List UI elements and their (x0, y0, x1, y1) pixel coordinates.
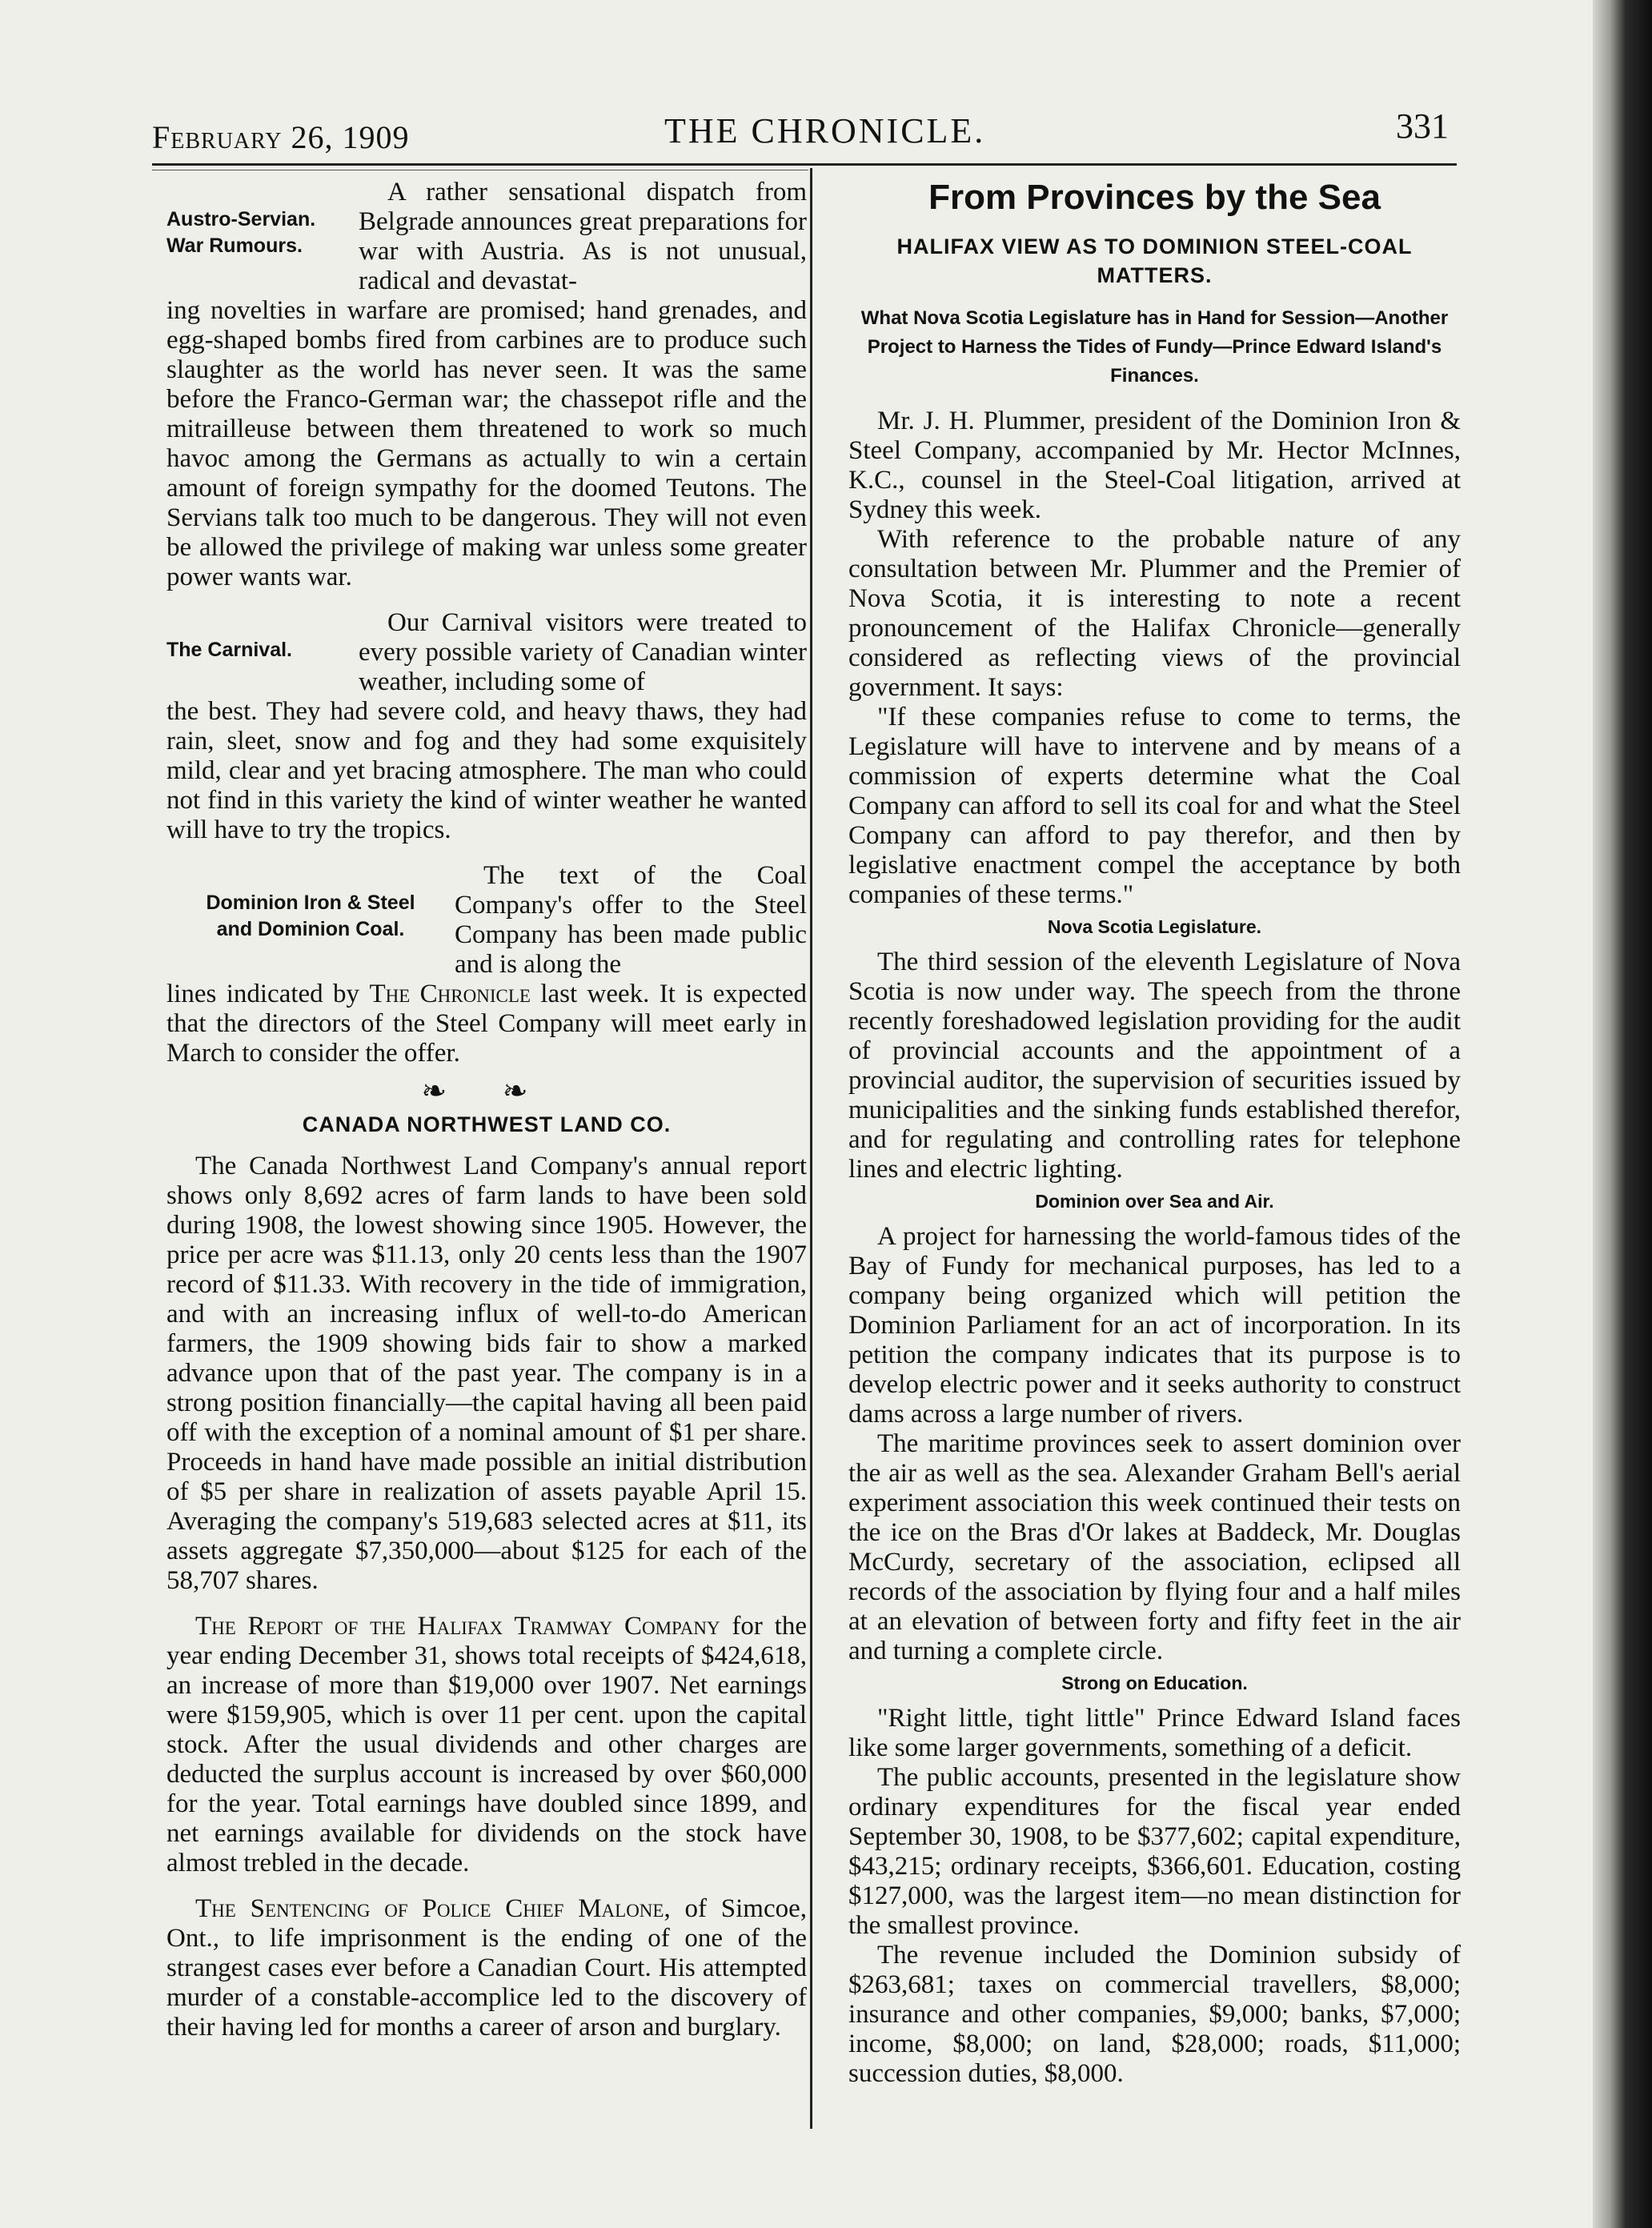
sidehead-line: Austro-Servian. (166, 208, 316, 230)
text-run: lines indicated by (166, 980, 370, 1008)
paragraph: The revenue included the Dominion subsidy of $263,681; taxes on commercial travellers, $8,000; insurance and other companies, $9,000; banks, $7,000; income, $8,000; on land, $28,000; roads, $11,000; succession duties, $8,000. (848, 1941, 1461, 2088)
header-title: THE CHRONICLE. (664, 111, 986, 150)
text-run-smallcaps: The Sentencing of Police Chief Malone, (195, 1894, 671, 1923)
section-heading-northwest: CANADA NORTHWEST LAND CO. (302, 1112, 672, 1136)
column-divider (810, 168, 812, 2129)
article-body: the best. They had severe cold, and heavy thaws, they had rain, sleet, snow and fog and they had some exquisitely mild, clear and yet bracing atmosphere. The man who could not find in this variety the kind of winter weather he wanted will have to try the tropics. (166, 697, 807, 844)
article-lead: Our Carnival visitors were treated to every possible variety of Canadian winter weather, including some of (359, 608, 807, 696)
subheading-education: Strong on Education. (1061, 1673, 1248, 1693)
book-spine (1593, 0, 1652, 2228)
article-body: ing novelties in warfare are promised; hand grenades, and egg-shaped bombs fired from carbines are to produce such slaughter as the world has never seen. It was the same before the Franco-German war; the chassepot rifle and the mitrailleuse between them threatened to work so much havoc among the Germans as actually to win a certain amount of foreign sympathy for the doomed Teutons. The Servians talk too much to be dangerous. They will not even be allowed the privilege of making war unless some greater power wants war. (166, 296, 807, 591)
paragraph: "Right little, tight little" Prince Edward Island faces like some larger governments, something of a deficit. (848, 1704, 1461, 1762)
left-column (166, 178, 807, 2042)
article-dominion-coal (166, 861, 807, 980)
paragraph: The maritime provinces seek to assert dominion over the air as well as the sea. Alexander Graham Bell's aerial experiment association this week continued their tests on the ice on the Bras d'Or lakes at Baddeck, Mr. Douglas McCurdy, secretary of the association, eclipsed all records of the association by flying four and a half miles at an elevation of between forty and fifty feet in the air and turning a complete circle. (848, 1429, 1461, 1665)
paragraph: A project for harnessing the world-famous tides of the Bay of Fundy for mechanical purposes, has led to a company being organized which will petition the Dominion Parliament for an act of incorporation. In its petition the company indicates that its purpose is to develop electric power and it seeks authority to construct dams across a large number of rivers. (848, 1222, 1461, 1429)
sidehead-dominion-coal (166, 861, 455, 943)
text-run-smallcaps: The Chronicle (369, 980, 531, 1008)
right-column (848, 178, 1461, 2089)
sidehead-line: and Dominion Coal. (216, 918, 405, 940)
article-carnival (166, 608, 807, 697)
header-page-number: 331 (1396, 106, 1449, 146)
sidehead-line: Dominion Iron & Steel (206, 892, 415, 914)
header-rule (152, 163, 1457, 166)
page-header (120, 106, 1449, 158)
sidehead-line: War Rumours. (166, 234, 303, 257)
paragraph: The public accounts, presented in the legislature show ordinary expenditures for the fiscal year ended September 30, 1908, to be $377,602; capital expenditure, $43,215; ordinary receipts, $366,601. Education, costing $127,000, was the largest item—no mean distinction for the smallest province. (848, 1763, 1461, 1940)
header-date: February 26, 1909 (152, 119, 410, 155)
paragraph: "If these companies refuse to come to terms, the Legislature will have to intervene and by means of a commission of experts determine what the Coal Company can afford to sell its coal for and what the Steel Company can afford to pay therefor, and then by legislative enactment compel the acceptance by both companies of these terms." (848, 703, 1461, 909)
article-deck: What Nova Scotia Legislature has in Hand for Session—Another Project to Harness the Tides of Fundy—Prince Edward Island's Finances. (860, 307, 1449, 387)
sidehead-line: The Carnival. (166, 639, 292, 661)
main-heading: From Provinces by the Sea (928, 178, 1381, 217)
article-malone (166, 1894, 807, 2042)
article-austro-servian (166, 178, 807, 296)
text-run: of Simcoe, Ont., to life imprisonment is the ending of one of the strangest cases ever before a Canadian Court. His attempted murder of a constable-accomplice led to the discovery of their having led for months a career of arson and burglary. (166, 1894, 807, 2042)
article-tramway (166, 1612, 807, 1878)
sidehead-carnival (166, 608, 359, 663)
paragraph: With reference to the probable nature of any consultation between Mr. Plummer and the Premier of Nova Scotia, it is interesting to note a recent pronouncement of the Halifax Chronicle—generally considered as reflecting views of the provincial government. It says: (848, 525, 1461, 702)
sub-heading: HALIFAX VIEW AS TO DOMINION STEEL-COAL MATTERS. (896, 234, 1413, 287)
article-body (166, 980, 807, 1068)
text-run: for the year ending December 31, shows total receipts of $424,618, an increase of more than $19,000 over 1907. Net earnings were $159,905, which is over 11 per cent. upon the capital stock. After the usual dividends and other charges are deducted the surplus account is increased by over $60,000 for the year. Total earnings have doubled since 1899, and net earnings available for dividends on the stock have almost trebled in the decade. (166, 1612, 807, 1877)
text-run: last week. It is expected that the directors of the Steel Company will meet early in March to consider the offer. (166, 980, 807, 1068)
text-run-smallcaps: The Report of the Halifax Tramway Company (195, 1612, 720, 1641)
subheading-nova-scotia: Nova Scotia Legislature. (1047, 916, 1262, 937)
fleuron-ornament: ❧ ❧ (421, 1075, 552, 1108)
article-lead: The text of the Coal Company's offer to the Steel Company has been made public and is along the (455, 861, 807, 979)
paragraph: The third session of the eleventh Legislature of Nova Scotia is now under way. The speech from the throne recently foreshadowed legislation providing for the audit of provincial accounts and the appointment of a provincial auditor, the supervision of securities issued by municipalities and the sinking funds established therefor, and for regulating and controlling rates for telephone lines and electric lighting. (848, 948, 1461, 1184)
subheading-dominion-sea-air: Dominion over Sea and Air. (1035, 1191, 1274, 1212)
article-body: The Canada Northwest Land Company's annual report shows only 8,692 acres of farm lands to have been sold during 1908, the lowest showing since 1905. However, the price per acre was $11.13, only 20 cents less than the 1907 record of $11.33. With recovery in the tide of immigration, and with an increasing influx of well-to-do American farmers, the 1909 showing bids fair to show a marked advance upon that of the past year. The company is in a strong position financially—the capital having all been paid off with the exception of a nominal amount of $1 per share. Proceeds in hand have made possible an initial distribution of $5 per share in realization of assets payable April 15. Averaging the company's 519,683 selected acres at $11, its assets aggregate $7,350,000—about $125 for each of the 58,707 shares. (166, 1152, 807, 1595)
article-lead: A rather sensational dispatch from Belgrade announces great preparations for war with Austria. As is not unusual, radical and devastat- (359, 178, 807, 295)
paragraph: Mr. J. H. Plummer, president of the Dominion Iron & Steel Company, accompanied by Mr. Hector McInnes, K.C., counsel in the Steel-Coal litigation, arrived at Sydney this week. (848, 407, 1461, 524)
sidehead-austro-servian (166, 178, 359, 259)
